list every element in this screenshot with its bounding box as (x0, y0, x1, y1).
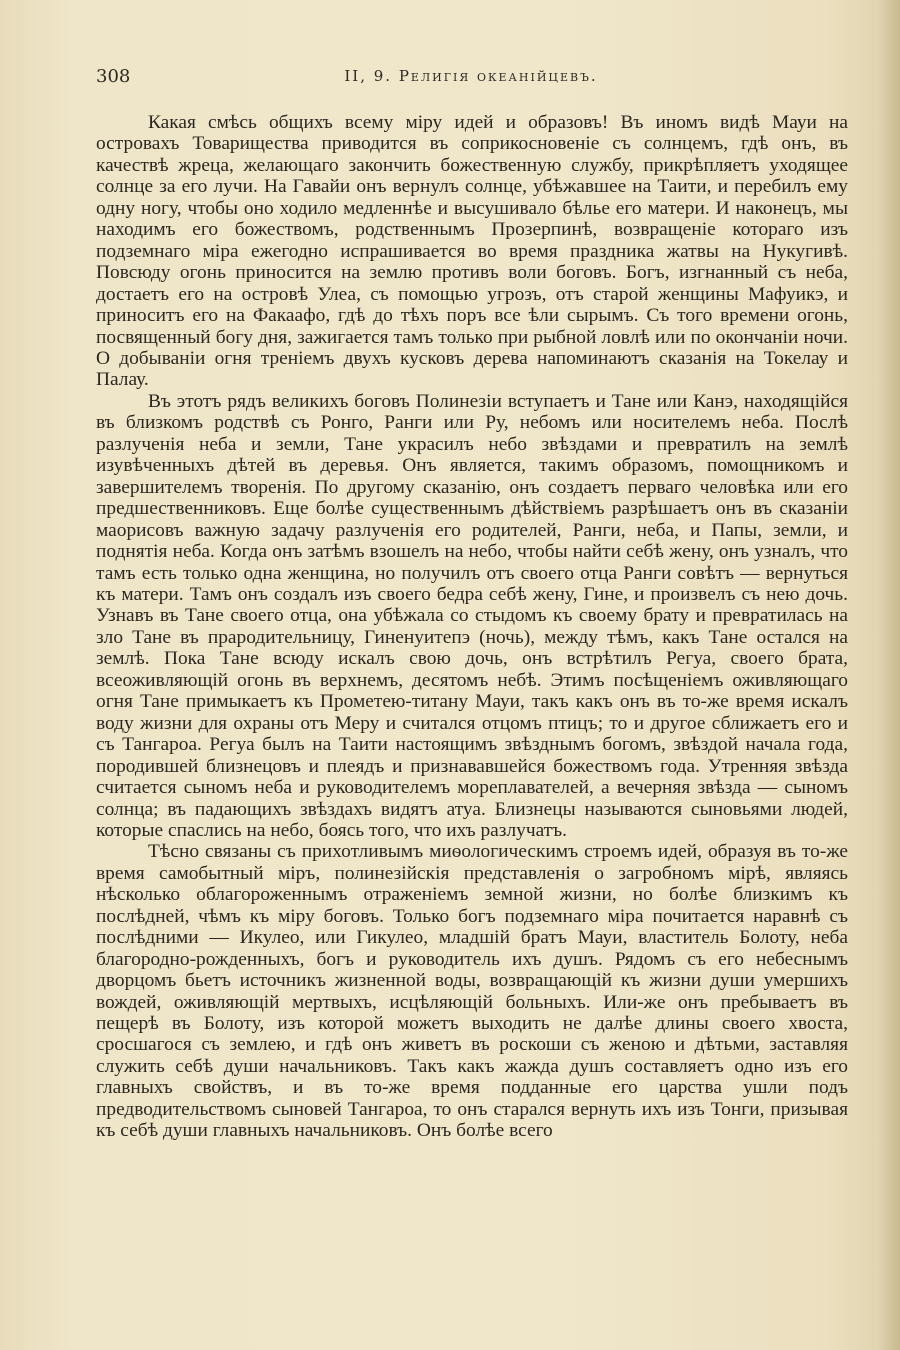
page-header (96, 66, 846, 96)
body-text (96, 112, 848, 1142)
paragraph: Тѣсно связаны съ прихотливымъ миѳологическимъ строемъ идей, образуя въ то-же время самобытный міръ, полинезійскія представленія о загробномъ мірѣ, являясь нѣсколько облагороженнымъ отраженіемъ земной жизни, но болѣе близкимъ къ послѣдней, чѣмъ къ міру боговъ. Только богъ подземнаго міра почитается наравнѣ съ послѣдними — Икулео, или Гикулео, младшій братъ Мауи, властитель Болоту, неба благородно-рожденныхъ, богъ и руководитель ихъ душъ. Рядомъ съ его небеснымъ дворцомъ бьетъ источникъ жизненной воды, возвращающій къ жизни души умершихъ вождей, оживляющій мертвыхъ, исцѣляющій больныхъ. Или-же онъ пребываетъ въ пещерѣ въ Болоту, изъ которой можетъ выходить не далѣе длины своего хвоста, сросшагося съ землею, и гдѣ онъ живетъ въ роскоши съ женою и дѣтьми, заставляя служить себѣ души начальниковъ. Такъ какъ жажда душъ составляетъ одно изъ его главныхъ свойствъ, и въ то-же время подданные его царства ушли подъ предводительствомъ сыновей Тангароа, то онъ старался вернуть ихъ изъ Тонги, призывая къ себѣ души главныхъ начальниковъ. Онъ болѣе всего (96, 841, 848, 1142)
running-title: II, 9. Религія океанійцевъ. (344, 67, 598, 85)
page-edge-shadow (878, 0, 900, 1350)
paragraph: Въ этотъ рядъ великихъ боговъ Полинезіи вступаетъ и Тане или Канэ, находящійся въ близкомъ родствѣ съ Ронго, Ранги или Ру, небомъ или носителемъ неба. Послѣ разлученія неба и земли, Тане украсилъ небо звѣздами и превратилъ на землѣ изувѣченныхъ дѣтей въ деревья. Онъ является, такимъ образомъ, помощникомъ и завершителемъ творенія. По другому сказанію, онъ создаетъ перваго человѣка или его предшественниковъ. Еще болѣе существеннымъ дѣйствіемъ разрѣшаетъ онъ въ сказаніи маорисовъ важную задачу разлученія его родителей, Ранги, неба, и Папы, земли, и поднятія неба. Когда онъ затѣмъ взошелъ на небо, чтобы найти себѣ жену, онъ узналъ, что тамъ есть только одна женщина, но получилъ отъ своего отца Ранги совѣтъ — вернуться къ матери. Тамъ онъ создалъ изъ своего бедра себѣ жену, Гине, и произвелъ съ нею дочь. Узнавъ въ Тане своего отца, она убѣжала со стыдомъ къ своему брату и превратилась на зло Тане въ прародительницу, Гиненуитепэ (ночь), между тѣмъ, какъ Тане остался на землѣ. Пока Тане всюду искалъ свою дочь, онъ встрѣтилъ Регуа, своего брата, всеоживляющій огонь въ верхнемъ, десятомъ небѣ. Этимъ посѣщеніемъ оживляющаго огня Тане примыкаетъ къ Прометею-титану Мауи, такъ какъ онъ въ то-же время искалъ воду жизни для охраны отъ Меру и считался отцомъ птицъ; то и другое сближаетъ его и съ Тангароа. Регуа былъ на Таити настоящимъ звѣзднымъ богомъ, звѣздой начала года, породившей близнецовъ и плеядъ и признававшейся божествомъ года. Утренняя звѣзда считается сыномъ неба и руководителемъ мореплавателей, а вечерняя звѣзда — сыномъ солнца; въ падающихъ звѣздахъ видятъ атуа. Близнецы называются сыновьями людей, которые спаслись на небо, боясь того, что ихъ разлучатъ. (96, 390, 848, 841)
paragraph: Какая смѣсь общихъ всему міру идей и образовъ! Въ иномъ видѣ Мауи на островахъ Товарищества приводится въ соприкосновеніе съ солнцемъ, гдѣ онъ, въ качествѣ жреца, желающаго закончить божественную службу, прикрѣпляетъ уходящее солнце за его лучи. На Гавайи онъ вернулъ солнце, убѣжавшее на Таити, и перебилъ ему одну ногу, чтобы оно ходило медленнѣе и высушивало бѣлье его матери. И наконецъ, мы находимъ его божествомъ, родственнымъ Прозерпинѣ, возвращеніе котораго изъ подземнаго міра ежегодно испрашивается во время праздника жатвы на Нукугивѣ. Повсюду огонь приносится на землю противъ воли боговъ. Богъ, изгнанный съ неба, достаетъ его на островѣ Улеа, съ помощью угрозъ, отъ старой женщины Мафуикэ, и приноситъ его на Факаафо, гдѣ до тѣхъ поръ все ѣли сырымъ. Съ того времени огонь, посвященный богу дня, зажигается тамъ только при рыбной ловлѣ или по окончаніи ночи. О добываніи огня треніемъ двухъ кусковъ дерева напоминаютъ сказанія на Токелау и Палау. (96, 112, 848, 391)
page-number: 308 (96, 66, 131, 87)
